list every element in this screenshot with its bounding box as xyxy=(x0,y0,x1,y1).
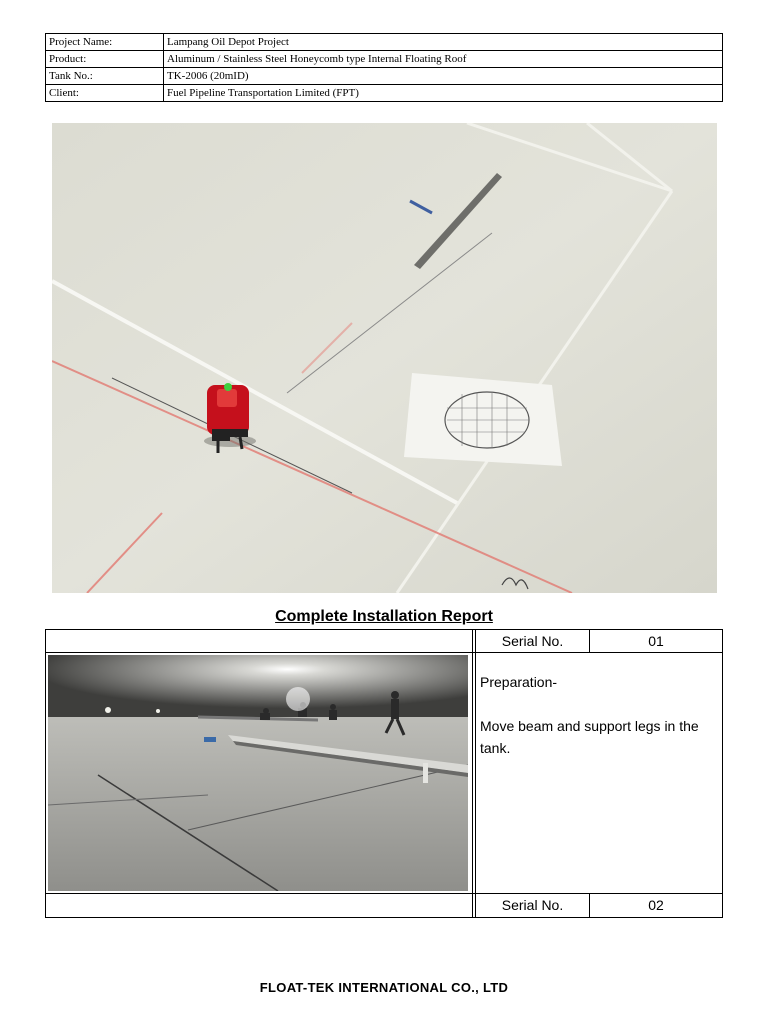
info-row-project-name xyxy=(46,34,723,51)
laser-level-photo xyxy=(52,123,717,593)
company-footer: FLOAT-TEK INTERNATIONAL CO., LTD xyxy=(259,980,509,995)
product-label: Product: xyxy=(46,51,164,68)
project-name-label: Project Name: xyxy=(46,34,164,51)
info-row-tank-no xyxy=(46,68,723,85)
project-info-table xyxy=(45,33,723,102)
entry1-description-spacer xyxy=(480,693,718,715)
report-title: Complete Installation Report xyxy=(275,608,493,625)
info-row-client xyxy=(46,85,723,102)
entry1-description-cell xyxy=(475,652,723,894)
product-value: Aluminum / Stainless Steel Honeycomb type Internal Floating Roof xyxy=(164,51,723,68)
info-row-product xyxy=(46,51,723,68)
tank-no-value: TK-2006 (20mID) xyxy=(164,68,723,85)
client-label: Client: xyxy=(46,85,164,102)
entry1-header-blank-cell xyxy=(45,629,473,653)
entry2-serial-label: Serial No. xyxy=(475,893,590,918)
entry1-description-heading: Preparation- xyxy=(480,674,558,690)
entry2-header-blank-cell xyxy=(45,893,473,918)
tank-no-label: Tank No.: xyxy=(46,68,164,85)
project-name-value: Lampang Oil Depot Project xyxy=(164,34,723,51)
entry2-serial-value: 02 xyxy=(589,893,723,918)
laser-level-photo-drawing xyxy=(52,123,717,593)
client-value: Fuel Pipeline Transportation Limited (FPT) xyxy=(164,85,723,102)
entry1-serial-value: 01 xyxy=(589,629,723,653)
installation-photo-drawing xyxy=(48,655,468,891)
installation-photo xyxy=(48,655,468,891)
entry1-serial-label: Serial No. xyxy=(475,629,590,653)
entry1-description-body: Move beam and support legs in the tank. xyxy=(480,718,699,756)
